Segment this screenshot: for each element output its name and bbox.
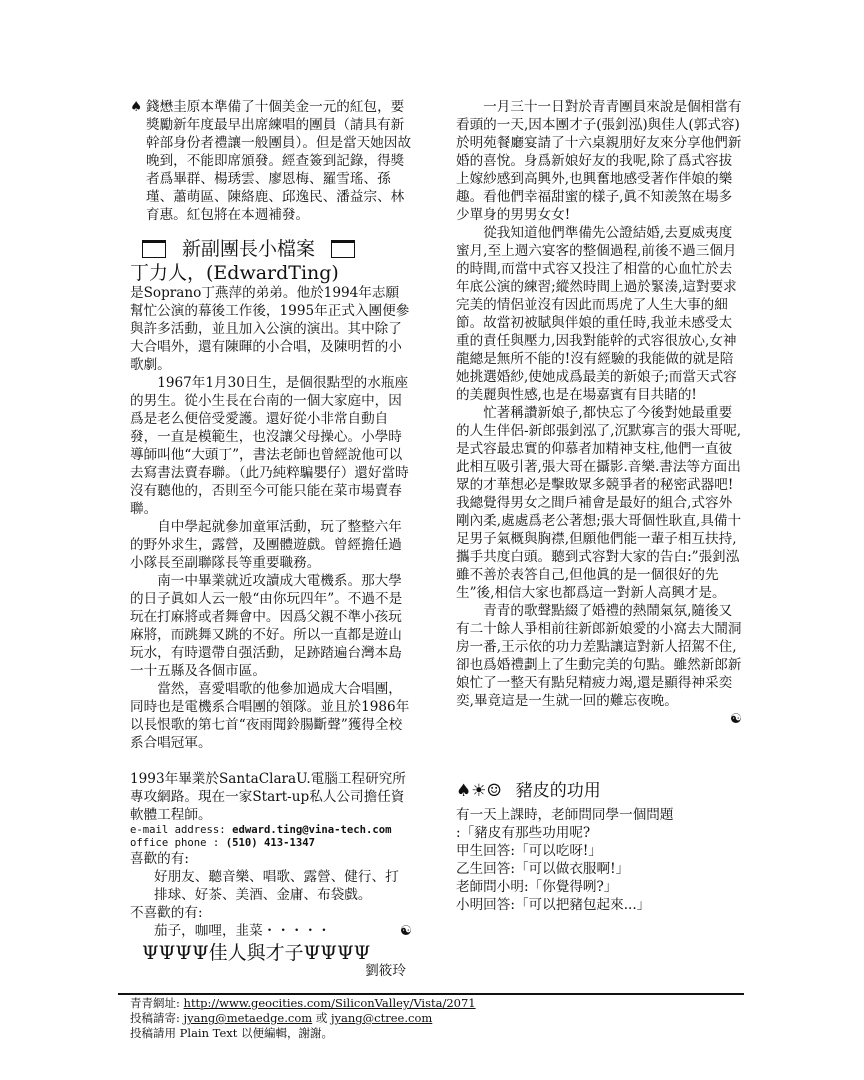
folder-icon: [331, 240, 355, 258]
dislikes-text: 茄子，咖哩，韭菜・・・・・: [154, 923, 331, 939]
phone-value: (510) 413-1347: [225, 837, 315, 849]
wedding-paragraph: 忙著稱讚新娘子,都快忘了今後對她最重要的人生伴侶-新郎張釗泓了,沉默寡言的張大哥呢,是式容最忠實的仰慕者加精神支柱,他們一直彼此相互吸引著,張大哥在攝影.音樂.書法等方面出眾的才華想必是擊敗眾多競爭者的秘密武器吧!我總覺得男女之間戶補會是最好的組合,式容外剛內柔,處處爲老公著想;張大哥個性耿直,具備十足男子氣概與胸襟,但願他們能一輩子相互扶持,攜手共度白頭。聽到式容對大家的告白:”張釗泓雖不善於表答自己,但他眞的是一個很好的先生”後,相信大家也都爲這一對新人高興才是。: [456, 405, 742, 601]
submit-note: 投稿請用 Plain Text 以便編輯，謝謝。: [130, 1026, 334, 1040]
wedding-paragraph: 從我知道他們準備先公證結婚,去夏威夷度蜜月,至上週六宴客的整個過程,前後不過三個月的時間,而當中式容又投注了相當的心血忙於去年底公演的練習;縱然時間上過於緊湊,這對要求完美的情侶並沒有因此而馬虎了人生大事的細節。故當初被賦與伴娘的重任時,我並未感受太重的責任與壓力,因我對能幹的式容很放心,女神龍總是無所不能的!沒有經驗的我能做的就是陪她挑選婚紗,使她成爲最美的新娘子;而當天式容的美麗與性感,也是在場嘉賓有目共睹的!: [456, 225, 737, 403]
dislikes-list: [130, 922, 412, 940]
site-link[interactable]: http://www.geocities.com/SiliconValley/Vista/2071: [183, 996, 476, 1010]
profile-name: 丁力人，(EdwardTing): [130, 262, 339, 284]
joke-body: [456, 806, 742, 914]
decor-icons: ♠☀☺: [456, 781, 502, 801]
right-column: [456, 98, 742, 914]
joke-line: 乙生回答:「可以做衣服啊!」: [456, 861, 630, 877]
left-column: [130, 98, 412, 980]
email-link[interactable]: jyang@metaedge.com: [183, 1011, 313, 1025]
or-text: 或: [315, 1011, 328, 1025]
article-title: ΨΨΨΨ佳人與才子ΨΨΨΨ: [142, 942, 371, 964]
yinyang-icon: ☯: [399, 923, 412, 939]
spade-bullet-icon: ♠: [130, 99, 143, 115]
site-label: 青青網址:: [130, 996, 180, 1010]
submit-line: [130, 1011, 476, 1026]
profile-paragraph: 當然，喜愛唱歌的他參加過成大合唱團，同時也是電機系合唱團的領隊。並且於1986年以長恨歌的第七首“夜雨聞鈴腸斷聲”獲得全校系合唱冠軍。: [130, 681, 410, 751]
red-envelope-notice: [130, 98, 412, 224]
folder-icon: [142, 240, 166, 258]
profile-paragraph: 自中學起就參加童軍活動，玩了整整六年的野外求生，露營，及團體遊戲。曾經擔任過小隊長至副聯隊長等重要職務。: [130, 519, 402, 571]
footer-divider: [118, 993, 744, 995]
section-title: 新副團長小檔案: [182, 238, 316, 260]
yinyang-icon: ☯: [729, 711, 742, 727]
email-label: e-mail address:: [130, 824, 226, 836]
profile-paragraph: 南一中畢業就近攻讀成大電機系。那大學的日子眞如人云一般“由你玩四年”。不過不是玩在打麻將或者舞會中。因爲父親不準小孩玩麻將，而跳舞又跳的不好。所以一直都是遊山玩水，有時還帶自强活動，足跡踏遍台灣本島一十五縣及各個市區。: [130, 573, 403, 679]
contact-phone: [130, 837, 412, 850]
article-author: 劉筱玲: [365, 963, 406, 979]
site-line: [130, 996, 476, 1011]
submit-label: 投稿請寄:: [130, 1011, 180, 1025]
profile-paragraph: 是Soprano丁燕萍的弟弟。他於1994年志願幫忙公演的幕後工作後，1995年正式入團便參與許多活動，並且加入公演的演出。其中除了大合唱外，還有陳暉的小合唱，及陳明哲的小歌劇。: [130, 285, 410, 373]
joke-line: :「豬皮有那些功用呢?: [456, 825, 591, 841]
notice-text: 錢懋圭原本準備了十個美金一元的紅包，要獎勵新年度最早出席練唱的團員（請具有新幹部身份者禮讓一般團員）。但是當天她因故晚到，不能即席頒發。經查簽到記錄，得獎者爲畢群、楊琇雲、廖恩梅、羅雪瑤、孫瑾、蕭萌區、陳絡鹿、邱逸民、潘益宗、林育惠。紅包將在本週補發。: [146, 99, 412, 223]
joke-heading: [456, 782, 742, 800]
email-value: edward.ting@vina-tech.com: [232, 824, 392, 836]
footer: [130, 996, 476, 1041]
likes-list: 好朋友、聽音樂、唱歌、露營、健行、打排球、好茶、美酒、金庸、布袋戲。: [154, 869, 399, 903]
section-heading: [142, 240, 412, 258]
contact-email: [130, 824, 412, 837]
joke-line: 老師問小明:「你覺得咧?」: [456, 879, 618, 895]
phone-label: office phone :: [130, 837, 220, 849]
joke-line: 小明回答:「可以把豬包起來...」: [456, 897, 651, 913]
joke-title: 豬皮的功用: [515, 781, 601, 801]
dislikes-label: 不喜歡的有:: [130, 905, 203, 921]
email-link[interactable]: jyang@ctree.com: [330, 1011, 433, 1025]
wedding-paragraph: 青青的歌聲點綴了婚禮的熱鬧氣氛,隨後又有二十餘人爭相前往新郎新娘愛的小窩去大鬧洞房一番,王示依的功力差點讓這對新人招駕不住,卻也爲婚禮劃上了生動完美的句點。雖然新郎新娘忙了一整天有點兒精疲力竭,還是顯得神采奕奕,畢竟這是一生就一回的難忘夜晚。: [456, 603, 742, 709]
profile-paragraph: 1993年畢業於SantaClaraU.電腦工程研究所專攻網路。現在一家Start-up私人公司擔任資軟體工程師。: [130, 771, 406, 823]
wedding-paragraph: 一月三十一日對於青青團員來說是個相當有看頭的一天,因本團才子(張釗泓)與佳人(郭式容)於明苑餐廳宴請了十六桌親朋好友來分享他們新婚的喜悅。身爲新娘好友的我呢,除了爲式容拔上嫁紗感到高興外,也興奮地感受著作伴娘的樂趣。看他們幸福甜蜜的樣子,眞不知羨煞在場多少單身的男男女女!: [456, 99, 742, 223]
joke-line: 有一天上課時，老師問同學一個問題: [456, 807, 674, 823]
likes-label: 喜歡的有:: [130, 851, 189, 867]
profile-paragraph: 1967年1月30日生，是個很點型的水瓶座的男生。從小生長在台南的一個大家庭中，因爲是老么便倍受愛護。還好從小非常自動自發，一直是模範生，也沒讓父母操心。小學時導師叫他“大頭丁”，書法老師也曾經說他可以去寫書法賣春聯。（此乃純粹騙嬰仔）還好當時沒有聽他的，否則至今可能只能在菜市場賣春聯。: [130, 375, 409, 517]
joke-line: 甲生回答:「可以吃呀!」: [456, 843, 602, 859]
